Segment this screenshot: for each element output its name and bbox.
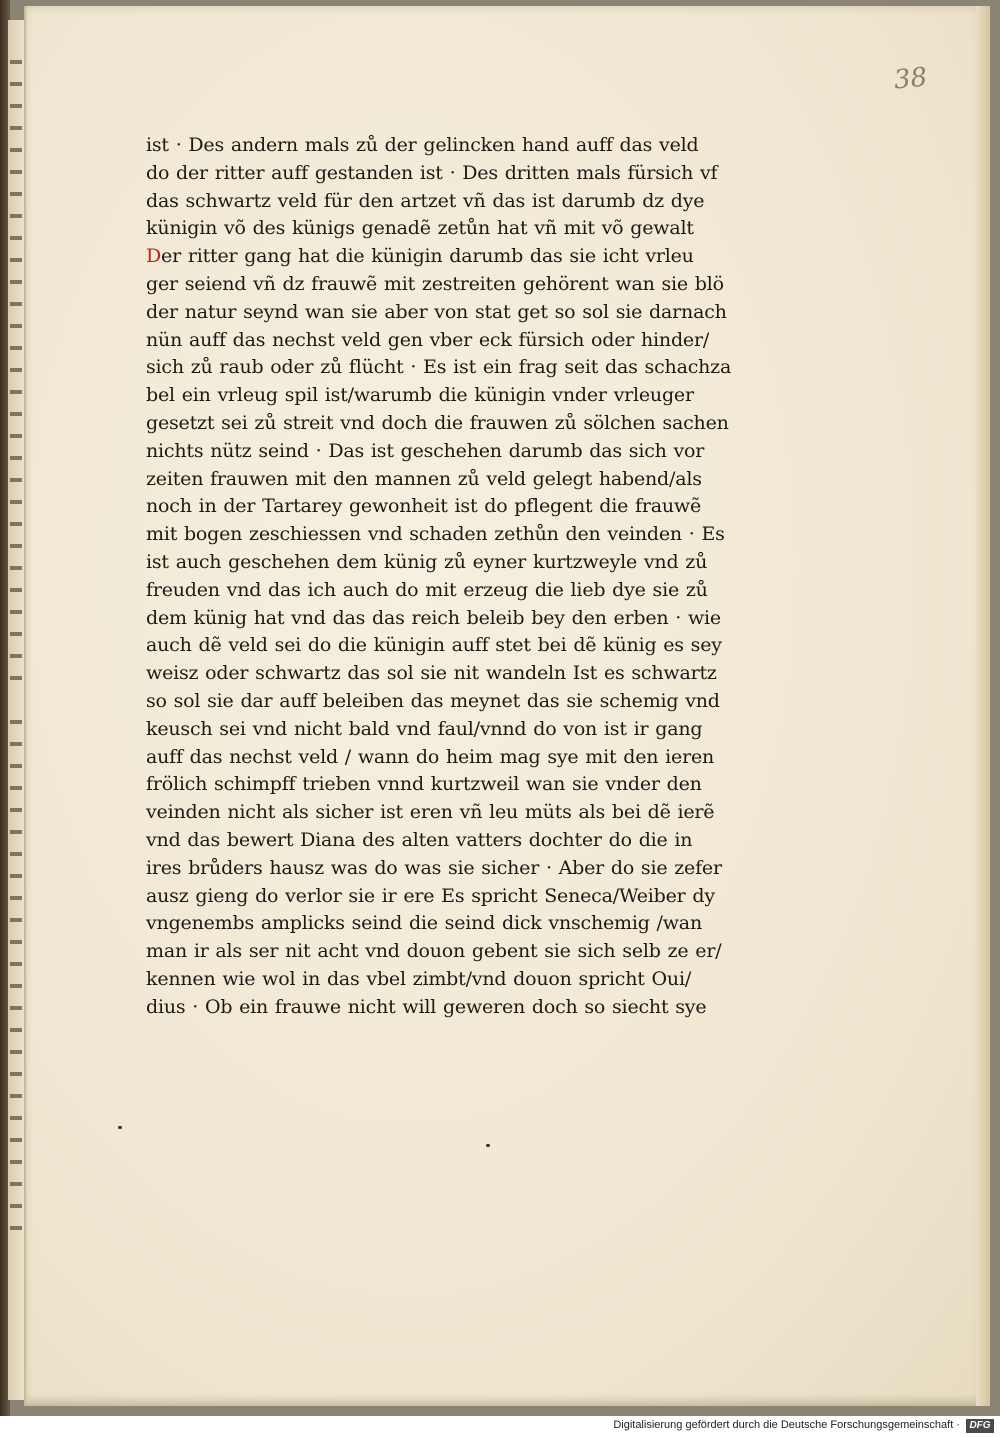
- text-line: dem künig hat vnd das das reich beleib bey den erben · wie: [146, 606, 721, 629]
- text-line: kennen wie wol in das vbel zimbt/vnd douon spricht Oui/: [146, 967, 692, 990]
- viewer-footer: [0, 1416, 1000, 1437]
- text-line: das schwartz veld für den artzet vñ das ist darumb dz dye: [146, 189, 705, 212]
- text-line: veinden nicht als sicher ist eren vñ leu müts als bei dẽ ierẽ: [146, 801, 715, 824]
- text-line: nichts nütz seind · Das ist geschehen darumb das sich vor: [146, 439, 705, 462]
- text-line: Der ritter gang hat die künigin darumb das sie icht vrleu: [146, 245, 694, 268]
- text-line: ist · Des andern mals zů der gelincken hand auff das veld: [146, 134, 699, 156]
- text-line: dius · Ob ein frauwe nicht will geweren doch so siecht sye: [146, 995, 707, 1018]
- text-line: mit bogen zeschiessen vnd schaden zethůn den veinden · Es: [146, 523, 725, 546]
- text-line: noch in der Tartarey gewonheit ist do pflegent die frauwẽ: [146, 495, 702, 518]
- text-line: auch dẽ veld sei do die künigin auff stet bei dẽ künig es sey: [146, 634, 722, 657]
- dfg-logo: DFG: [966, 1419, 994, 1433]
- text-line: der natur seynd wan sie aber von stat get so sol sie darnach: [146, 300, 727, 323]
- text-line: freuden vnd das ich auch do mit erzeug die lieb dye sie zů: [146, 578, 708, 601]
- text-line: auff das nechst veld / wann do heim mag sye mit den ieren: [146, 745, 715, 768]
- ink-speck: [118, 1126, 122, 1129]
- text-line: bel ein vrleug spil ist/warumb die künigin vnder vrleuger: [146, 384, 694, 407]
- text-line: vngenembs amplicks seind die seind dick vnschemig /wan: [146, 912, 702, 935]
- ink-speck: [486, 1144, 490, 1147]
- text-line: zeiten frauwen mit den mannen zů veld gelegt habend/als: [146, 467, 702, 490]
- text-line: keusch sei vnd nicht bald vnd faul/vnnd do von ist ir gang: [146, 717, 703, 740]
- book-page: [24, 6, 990, 1406]
- text-line: ger seiend vñ dz frauwẽ mit zestreiten gehörent wan sie blö: [146, 272, 724, 295]
- text-line: ist auch geschehen dem künig zů eyner kurtzweyle vnd zů: [146, 550, 708, 573]
- text-line: so sol sie dar auff beleiben das meynet das sie schemig vnd: [146, 689, 720, 712]
- text-column: [146, 132, 846, 1022]
- page-edge: [976, 6, 990, 1406]
- text-line: ires brůders hausz was do was sie sicher · Aber do sie zefer: [146, 856, 722, 879]
- text-line: frölich schimpff trieben vnnd kurtzweil wan sie vnder den: [146, 773, 702, 796]
- text-line: vnd das bewert Diana des alten vatters dochter do die in: [146, 828, 693, 851]
- text-line: man ir als ser nit acht vnd douon gebent sie sich selb ze er/: [146, 940, 722, 963]
- text-line: weisz oder schwartz das sol sie nit wandeln Ist es schwartz: [146, 662, 717, 685]
- facing-page-text-bleed: [10, 60, 22, 680]
- facing-page-text-bleed: [10, 720, 22, 1240]
- text-line: künigin võ des künigs genadẽ zetůn hat vñ mit võ gewalt: [146, 217, 694, 240]
- funding-credit: Digitalisierung gefördert durch die Deutsche Forschungsgemeinschaft ·: [613, 1419, 960, 1431]
- text-line: ausz gieng do verlor sie ir ere Es spricht Seneca/Weiber dy: [146, 884, 715, 907]
- text-line: sich zů raub oder zů flücht · Es ist ein frag seit das schachza: [146, 356, 732, 379]
- folio-number: 38: [892, 62, 929, 96]
- text-line: do der ritter auff gestanden ist · Des dritten mals fürsich vf: [146, 161, 718, 184]
- text-line: nün auff das nechst veld gen vber eck fürsich oder hinder/: [146, 328, 710, 351]
- text-line: gesetzt sei zů streit vnd doch die frauwen zů sölchen sachen: [146, 411, 729, 434]
